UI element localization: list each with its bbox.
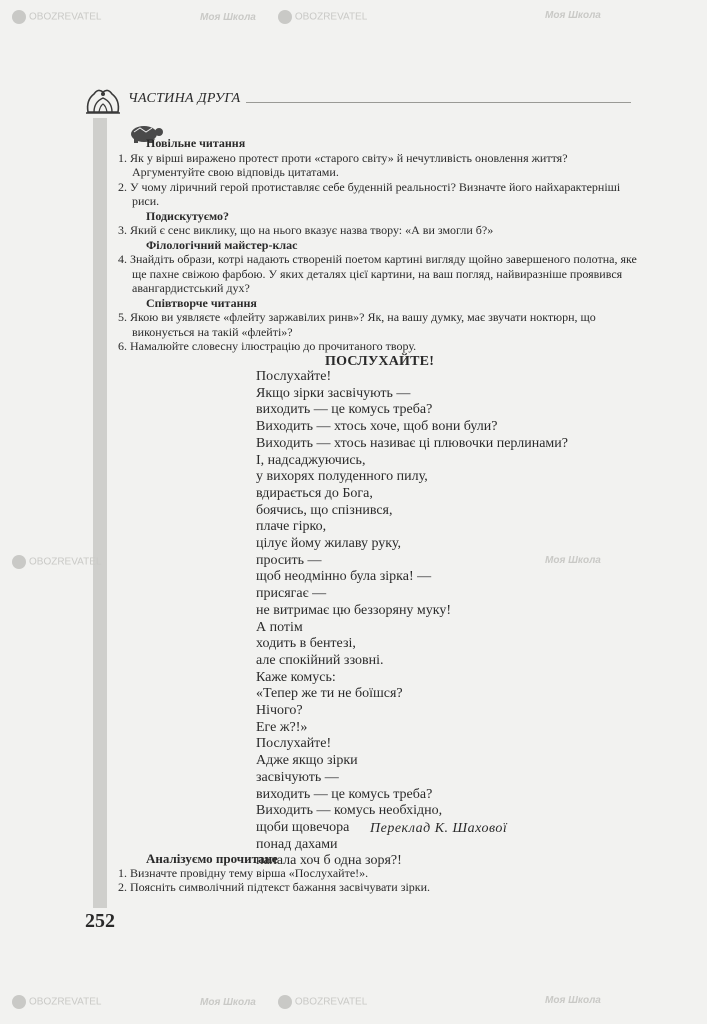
section-title-creative: Співтворче читання	[146, 295, 257, 310]
poem-line: засвічують —	[256, 769, 339, 785]
poem-line: у вихорях полуденного пилу,	[256, 469, 428, 485]
watermark-logo-icon	[278, 995, 292, 1009]
poem-line: понад дахами	[256, 836, 338, 852]
section-title-slow-reading: Повільне читання	[146, 136, 246, 150]
poem-line: але спокійний ззовні.	[256, 652, 384, 668]
watermark-logo-icon	[278, 10, 292, 24]
part-title: ЧАСТИНА ДРУГА	[128, 91, 241, 106]
watermark-logo-icon	[12, 995, 26, 1009]
watermark: Моя Школа	[545, 995, 601, 1006]
poem-line: А потім	[256, 619, 303, 635]
watermark-logo-icon	[12, 555, 26, 569]
questions-block	[118, 136, 638, 354]
page-number: 252	[85, 910, 115, 932]
ornament-icon	[84, 84, 122, 116]
watermark: Моя Школа OBOZREVATEL	[200, 996, 368, 1008]
question-item: 6. Намалюйте словесну ілюстрацію до прочитаного твору.	[118, 339, 417, 353]
poem-line: І, надсаджуючись,	[256, 452, 366, 468]
poem-line: присягає —	[256, 586, 327, 602]
poem-line: Каже комусь:	[256, 669, 336, 685]
poem-title: ПОСЛУХАЙТЕ!	[325, 354, 435, 369]
poem-line: Виходить — хтось називає ці плювочки перлинами?	[256, 435, 568, 451]
poem-line: не витримає цю беззоряну муку!	[256, 602, 452, 618]
watermark: Моя Школа OBOZREVATEL	[200, 11, 368, 23]
poem-line: «Тепер же ти не боїшся?	[256, 686, 403, 702]
section-title-discuss: Подискутуємо?	[146, 208, 229, 223]
poem-line: щоби щовечора	[256, 819, 350, 835]
watermark: Моя Школа	[545, 10, 601, 21]
question-item: 2. Поясніть символічний підтекст бажання засвічувати зірки.	[118, 880, 431, 894]
translator-credit: Переклад К. Шахової	[370, 821, 508, 836]
poem-line: Виходить — комусь необхідно,	[256, 803, 443, 819]
poem-line: палала хоч б одна зоря?!	[256, 853, 402, 869]
poem-line: Виходить — хтось хоче, щоб вони були?	[256, 419, 498, 435]
watermark: Моя Школа	[545, 555, 601, 566]
question-item: 1. Як у вірші виражено протест проти «старого світу» й нечутливість оновлення життя? Аргументуйте свою відповідь цитатами.	[118, 150, 568, 179]
section-title-philology: Філологічний майстер-клас	[146, 237, 298, 252]
poem-line: Послухайте!	[256, 736, 332, 752]
poem-line: виходить — це комусь треба?	[256, 786, 433, 802]
poem-line: вдирається до Бога,	[256, 485, 373, 501]
poem-line: цілує йому жилаву руку,	[256, 536, 401, 552]
poem-line: Послухайте!	[256, 369, 332, 384]
poem-line: щоб неодмінно була зірка! —	[256, 569, 432, 585]
poem-line: ходить в бентезі,	[256, 636, 356, 652]
poem-body	[256, 369, 568, 870]
page-side-bar	[93, 118, 107, 908]
question-item: 3. Який є сенс виклику, що на нього вказує назва твору: «А ви змогли б?»	[118, 223, 494, 237]
poem-line: боячись, що спізнився,	[256, 502, 393, 518]
question-item: 4. Знайдіть образи, котрі надають створеній поетом картині вигляду щойно завершеного полотна, яке ще пахне свіжою фарбою. У яких деталях цієї картини, на ваш погляд, найвиразніше проявився авангардистський дух?	[118, 252, 637, 295]
watermark-logo-icon	[12, 10, 26, 24]
page-header	[84, 84, 634, 116]
poem-line: плаче гірко,	[256, 519, 327, 535]
poem-line: Якщо зірки засвічують —	[256, 385, 411, 401]
watermark: OBOZREVATEL	[12, 555, 101, 569]
section-title-analysis: Аналізуємо прочитане	[146, 851, 278, 866]
poem-line: Адже якщо зірки	[256, 753, 358, 769]
question-item: 2. У чому ліричний герой протиставляє себе буденній реальності? Визначте його найхарактерніші риси.	[118, 179, 621, 208]
poem-line: просить —	[256, 552, 322, 568]
watermark: OBOZREVATEL	[12, 995, 101, 1009]
header-rule	[246, 102, 631, 103]
question-item: 1. Визначте провідну тему вірша «Послухайте!».	[118, 866, 369, 880]
poem-line: виходить — це комусь треба?	[256, 402, 433, 418]
question-item: 5. Якою ви уявляєте «флейту заржавілих ринв»? Як, на вашу думку, має звучати ноктюрн, що виконується на такій «флейті»?	[118, 310, 596, 339]
watermark: OBOZREVATEL	[12, 10, 101, 24]
poem-line: Нічого?	[256, 703, 303, 719]
analysis-block	[118, 852, 638, 894]
poem-line: Еге ж?!»	[256, 719, 308, 735]
